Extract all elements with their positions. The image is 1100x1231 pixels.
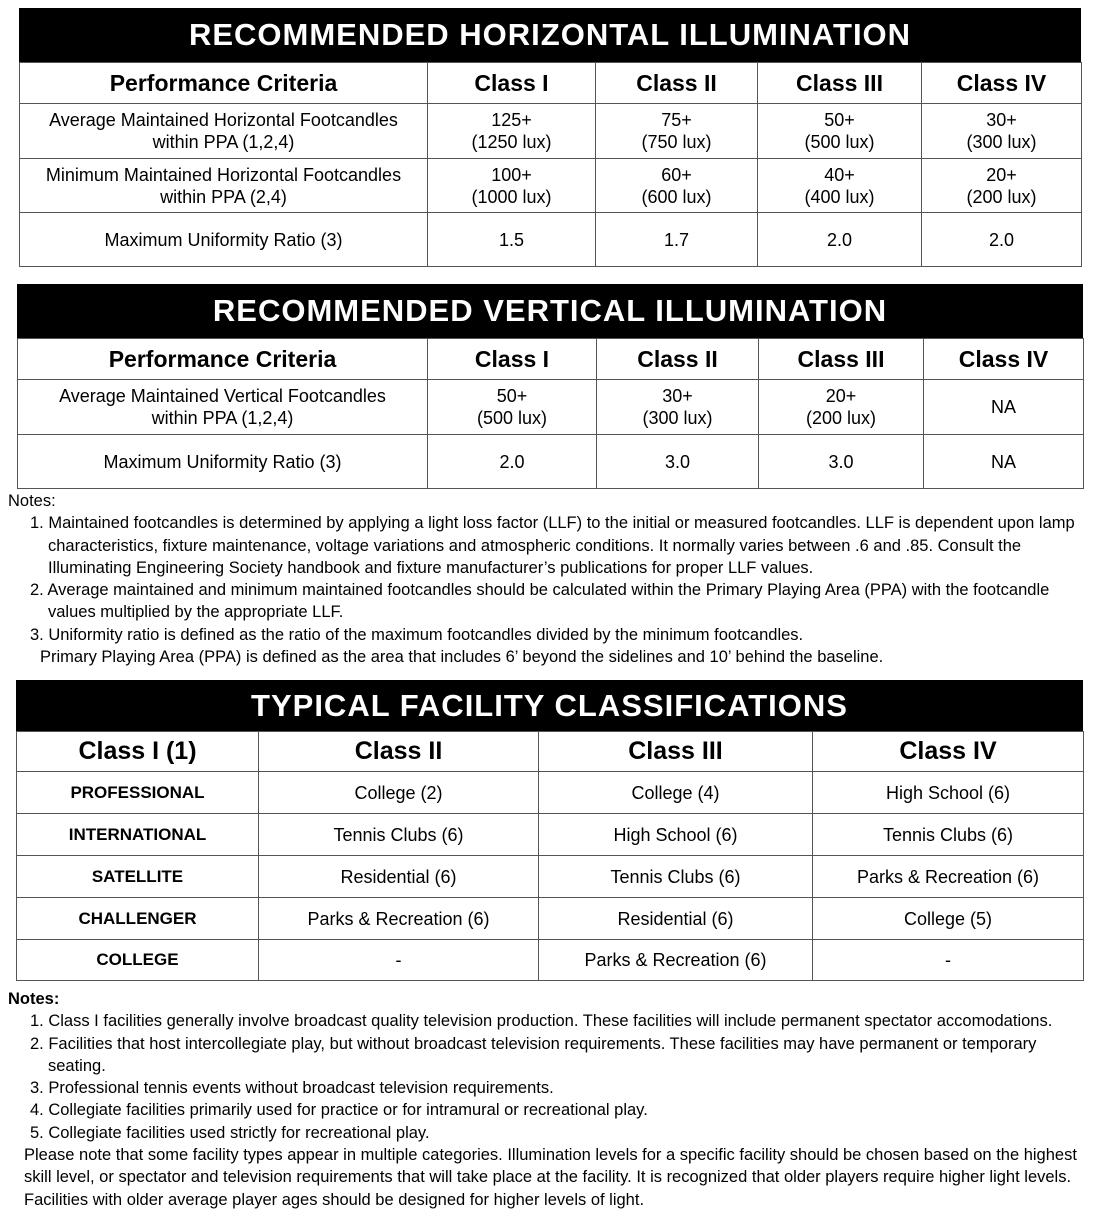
facility-cell: Parks & Recreation (6) (813, 856, 1084, 898)
facility-title: TYPICAL FACILITY CLASSIFICATIONS (251, 688, 848, 723)
facility-table (16, 731, 1084, 981)
horizontal-title-banner (19, 8, 1081, 62)
facility-cell: - (259, 940, 539, 981)
column-header: Class II (597, 339, 759, 380)
value-cell: 3.0 (597, 435, 759, 489)
class-label-cell: CHALLENGER (17, 898, 259, 940)
horizontal-title: RECOMMENDED HORIZONTAL ILLUMINATION (188, 17, 912, 52)
value-cell: 2.0 (428, 435, 597, 489)
table-header-row (17, 732, 1084, 772)
value-cell: 75+ (750 lux) (596, 104, 758, 159)
value-cell: 60+ (600 lux) (596, 159, 758, 213)
facility-cell: Parks & Recreation (6) (259, 898, 539, 940)
value-cell: 1.5 (428, 213, 596, 267)
value-cell: 2.0 (758, 213, 922, 267)
column-header: Performance Criteria (18, 339, 428, 380)
facility-cell: Parks & Recreation (6) (539, 940, 813, 981)
table-row (20, 213, 1082, 267)
note-item: 2. Average maintained and minimum maintained footcandles should be calculated within the Primary Playing Area (PPA) with the footcandle values multiplied by the appropriate LLF. (30, 581, 1050, 622)
value-cell: 1.7 (596, 213, 758, 267)
column-header: Class III (758, 63, 922, 104)
facility-cell: College (5) (813, 898, 1084, 940)
facility-cell: High School (6) (539, 814, 813, 856)
table-row (18, 435, 1084, 489)
class-label-cell: SATELLITE (17, 856, 259, 898)
column-header: Class III (759, 339, 924, 380)
criteria-cell: Average Maintained Vertical Footcandles within PPA (1,2,4) (18, 380, 428, 435)
facility-cell: College (4) (539, 772, 813, 814)
facility-cell: Tennis Clubs (6) (813, 814, 1084, 856)
facility-title-banner (16, 680, 1083, 732)
column-header: Class IV (813, 732, 1084, 772)
value-cell: 125+ (1250 lux) (428, 104, 596, 159)
column-header: Class II (596, 63, 758, 104)
value-cell: 20+ (200 lux) (759, 380, 924, 435)
vertical-title-banner (17, 284, 1083, 338)
class-label-cell: PROFESSIONAL (17, 772, 259, 814)
value-cell: 40+ (400 lux) (758, 159, 922, 213)
value-cell: NA (924, 435, 1084, 489)
value-cell: 2.0 (922, 213, 1082, 267)
criteria-cell: Maximum Uniformity Ratio (3) (20, 213, 428, 267)
class-label-cell: COLLEGE (17, 940, 259, 981)
column-header: Class III (539, 732, 813, 772)
facility-cell: Tennis Clubs (6) (259, 814, 539, 856)
value-cell: 50+ (500 lux) (428, 380, 597, 435)
table-header-row (18, 339, 1084, 380)
column-header: Class IV (924, 339, 1084, 380)
vertical-table (17, 338, 1084, 489)
note-item: 5. Collegiate facilities used strictly for recreational play. (30, 1123, 430, 1142)
table-row (17, 814, 1084, 856)
note-item: 2. Facilities that host intercollegiate play, but without broadcast television requirements. These facilities may have permanent or temporary seating. (30, 1034, 1037, 1075)
table-header-row (20, 63, 1082, 104)
note-item: 1. Class I facilities generally involve broadcast quality television production. These facilities will include permanent spectator accomodations. (30, 1012, 1053, 1031)
facility-cell: College (2) (259, 772, 539, 814)
value-cell: 30+ (300 lux) (597, 380, 759, 435)
note-item: 3. Uniformity ratio is defined as the ratio of the maximum footcandles divided by the minimum footcandles. (30, 625, 804, 644)
column-header: Class I (1) (17, 732, 259, 772)
vertical-title: RECOMMENDED VERTICAL ILLUMINATION (212, 293, 888, 328)
criteria-cell: Average Maintained Horizontal Footcandles within PPA (1,2,4) (20, 104, 428, 159)
notes-heading: Notes: (8, 492, 56, 510)
facility-cell: Tennis Clubs (6) (539, 856, 813, 898)
column-header: Performance Criteria (20, 63, 428, 104)
illumination-notes (8, 490, 1088, 668)
ppa-definition: Primary Playing Area (PPA) is defined as the area that includes 6’ beyond the sidelines and 10’ behind the baseline. (40, 648, 884, 667)
facility-notes (8, 988, 1090, 1211)
value-cell: 50+ (500 lux) (758, 104, 922, 159)
table-row (20, 159, 1082, 213)
criteria-cell: Maximum Uniformity Ratio (3) (18, 435, 428, 489)
column-header: Class I (428, 339, 597, 380)
column-header: Class I (428, 63, 596, 104)
table-row (17, 898, 1084, 940)
value-cell: 3.0 (759, 435, 924, 489)
column-header: Class II (259, 732, 539, 772)
class-label-cell: INTERNATIONAL (17, 814, 259, 856)
value-cell: NA (924, 380, 1084, 435)
table-row (20, 104, 1082, 159)
criteria-cell: Minimum Maintained Horizontal Footcandles within PPA (2,4) (20, 159, 428, 213)
note-item: 3. Professional tennis events without broadcast television requirements. (30, 1079, 554, 1098)
facility-cell: Residential (6) (259, 856, 539, 898)
facility-cell: High School (6) (813, 772, 1084, 814)
note-item: 1. Maintained footcandles is determined by applying a light loss factor (LLF) to the initial or measured footcandles. LLF is dependent upon lamp characteristics, fixture maintenance, voltage variations and atmospheric conditions. It normally varies between .6 and .85. Consult the Illuminating Engineering Society handbook and fixture manufacturer’s publications for proper LLF values. (30, 514, 1075, 577)
value-cell: 20+ (200 lux) (922, 159, 1082, 213)
horizontal-table (19, 62, 1082, 267)
closing-paragraph: Please note that some facility types appear in multiple categories. Illumination levels for a specific facility should be chosen based on the highest skill level, or spectator and television requirements that will take place at the facility. It is recognized that older players require higher light levels. Facilities with older average player ages should be designed for higher levels of light. (24, 1146, 1077, 1209)
table-row (18, 380, 1084, 435)
table-row (17, 856, 1084, 898)
value-cell: 30+ (300 lux) (922, 104, 1082, 159)
value-cell: 100+ (1000 lux) (428, 159, 596, 213)
table-row (17, 940, 1084, 981)
column-header: Class IV (922, 63, 1082, 104)
note-item: 4. Collegiate facilities primarily used for practice or for intramural or recreational play. (30, 1101, 648, 1120)
table-row (17, 772, 1084, 814)
facility-cell: - (813, 940, 1084, 981)
notes-heading: Notes: (8, 990, 60, 1008)
facility-cell: Residential (6) (539, 898, 813, 940)
